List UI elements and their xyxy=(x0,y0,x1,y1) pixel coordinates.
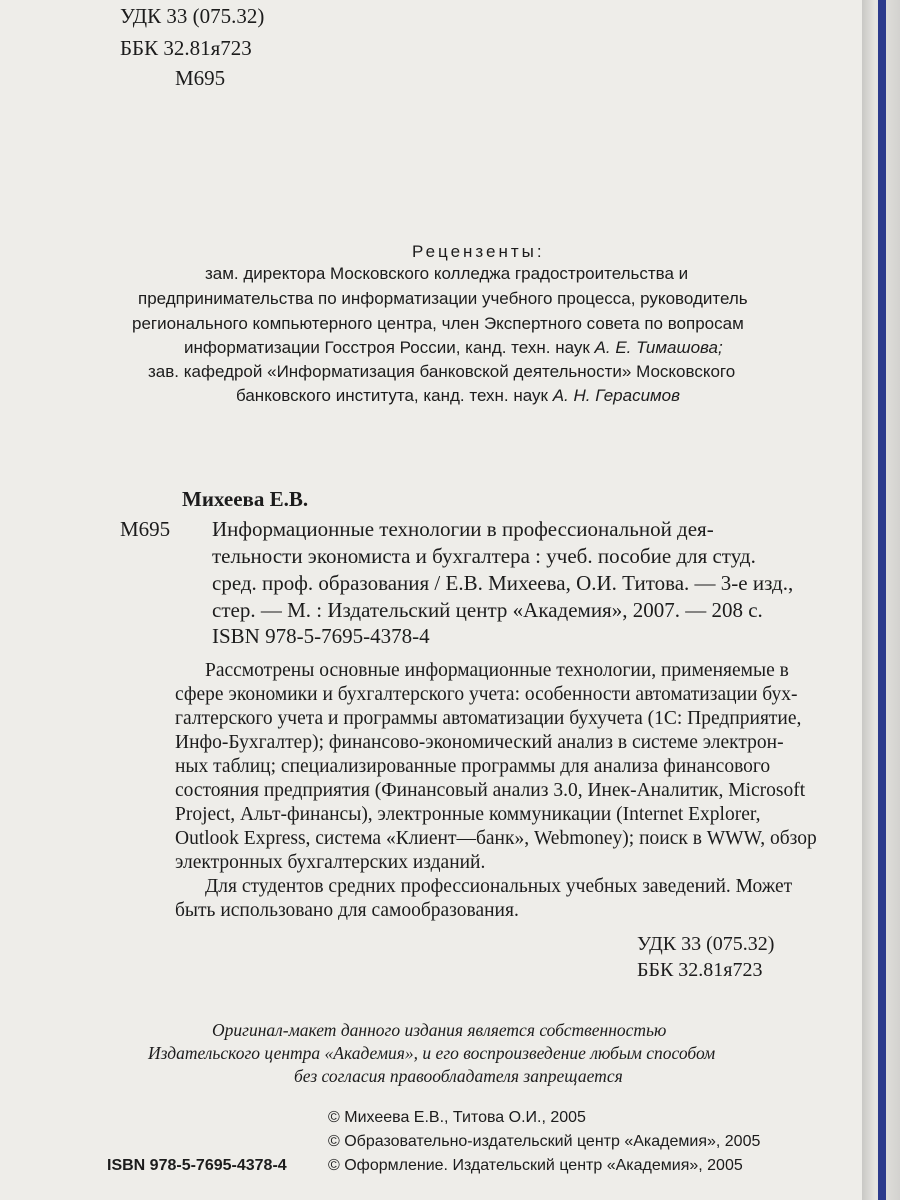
udk-header: УДК 33 (075.32) xyxy=(120,4,265,28)
copyright-notice-line: Издательского центра «Академия», и его воспроизведение любым способом xyxy=(148,1043,716,1063)
abstract-line: галтерского учета и программы автоматизации бухучета (1С: Предприятие, xyxy=(175,708,802,729)
copyright-notice-line: Оригинал-макет данного издания является собственностью xyxy=(212,1020,667,1040)
udk-classification: УДК 33 (075.32) xyxy=(637,933,775,955)
bbk-classification: ББК 32.81я723 xyxy=(637,959,763,981)
abstract-line: ных таблиц; специализированные программы для анализа финансового xyxy=(175,756,771,777)
abstract-line: Рассмотрены основные информационные технологии, применяемые в xyxy=(205,660,789,681)
copyright-line: © Образовательно-издательский центр «Академия», 2005 xyxy=(328,1133,761,1150)
abstract-line: электронных бухгалтерских изданий. xyxy=(175,852,486,873)
reviewers-line xyxy=(236,384,680,408)
abstract-line: Инфо-Бухгалтер); финансово-экономический анализ в системе электрон- xyxy=(175,732,784,753)
reviewers-line: регионального компьютерного центра, член Экспертного совета по вопросам xyxy=(132,314,744,333)
bibliographic-line: стер. — М. : Издательский центр «Академия», 2007. — 208 с. xyxy=(212,598,763,622)
author-code: М695 xyxy=(120,517,171,541)
abstract-line: быть использовано для самообразования. xyxy=(175,900,519,921)
bibliographic-line: сред. проф. образования / Е.В. Михеева, О.И. Титова. — 3-е изд., xyxy=(212,571,794,595)
copyright-line: © Оформление. Издательский центр «Академия», 2005 xyxy=(328,1157,743,1174)
abstract-line: Outlook Express, система «Клиент—банк», Webmoney); поиск в WWW, обзор xyxy=(175,828,817,849)
reviewer-name: А. Н. Герасимов xyxy=(552,386,681,405)
abstract-line: Project, Альт-финансы), электронные коммуникации (Internet Explorer, xyxy=(175,804,761,825)
isbn-line: ISBN 978-5-7695-4378-4 xyxy=(212,624,430,648)
author-name: Михеева Е.В. xyxy=(182,487,309,511)
copyright-notice-line: без согласия правообладателя запрещается xyxy=(294,1066,623,1086)
reviewers-line: зам. директора Московского колледжа градостроительства и xyxy=(205,264,689,283)
reviewers-line: зав. кафедрой «Информатизация банковской деятельности» Московского xyxy=(148,362,736,381)
bbk-header: ББК 32.81я723 xyxy=(120,36,252,60)
bibliographic-line: тельности экономиста и бухгалтера : учеб. пособие для студ. xyxy=(212,544,756,568)
footer-isbn: ISBN 978-5-7695-4378-4 xyxy=(107,1157,287,1174)
book-spine-edge xyxy=(862,0,900,1200)
reviewer-name: А. Е. Тимашова; xyxy=(594,338,723,357)
abstract-line: сфере экономики и бухгалтерского учета: особенности автоматизации бух- xyxy=(175,684,798,705)
copyright-line: © Михеева Е.В., Титова О.И., 2005 xyxy=(328,1109,586,1126)
reviewers-line-text: информатизации Госстроя России, канд. техн. наук xyxy=(184,338,590,357)
reviewers-line-text: банковского института, канд. техн. наук xyxy=(236,386,548,405)
reviewers-line: предпринимательства по информатизации учебного процесса, руководитель xyxy=(138,289,748,308)
bibliographic-line: Информационные технологии в профессиональной дея- xyxy=(212,517,714,541)
reviewers-line xyxy=(184,336,723,360)
reviewers-title: Рецензенты: xyxy=(412,242,545,261)
abstract-line: Для студентов средних профессиональных учебных заведений. Может xyxy=(205,876,793,897)
abstract-line: состояния предприятия (Финансовый анализ 3.0, Инек-Аналитик, Microsoft xyxy=(175,780,806,801)
author-code-header: М695 xyxy=(175,66,226,90)
